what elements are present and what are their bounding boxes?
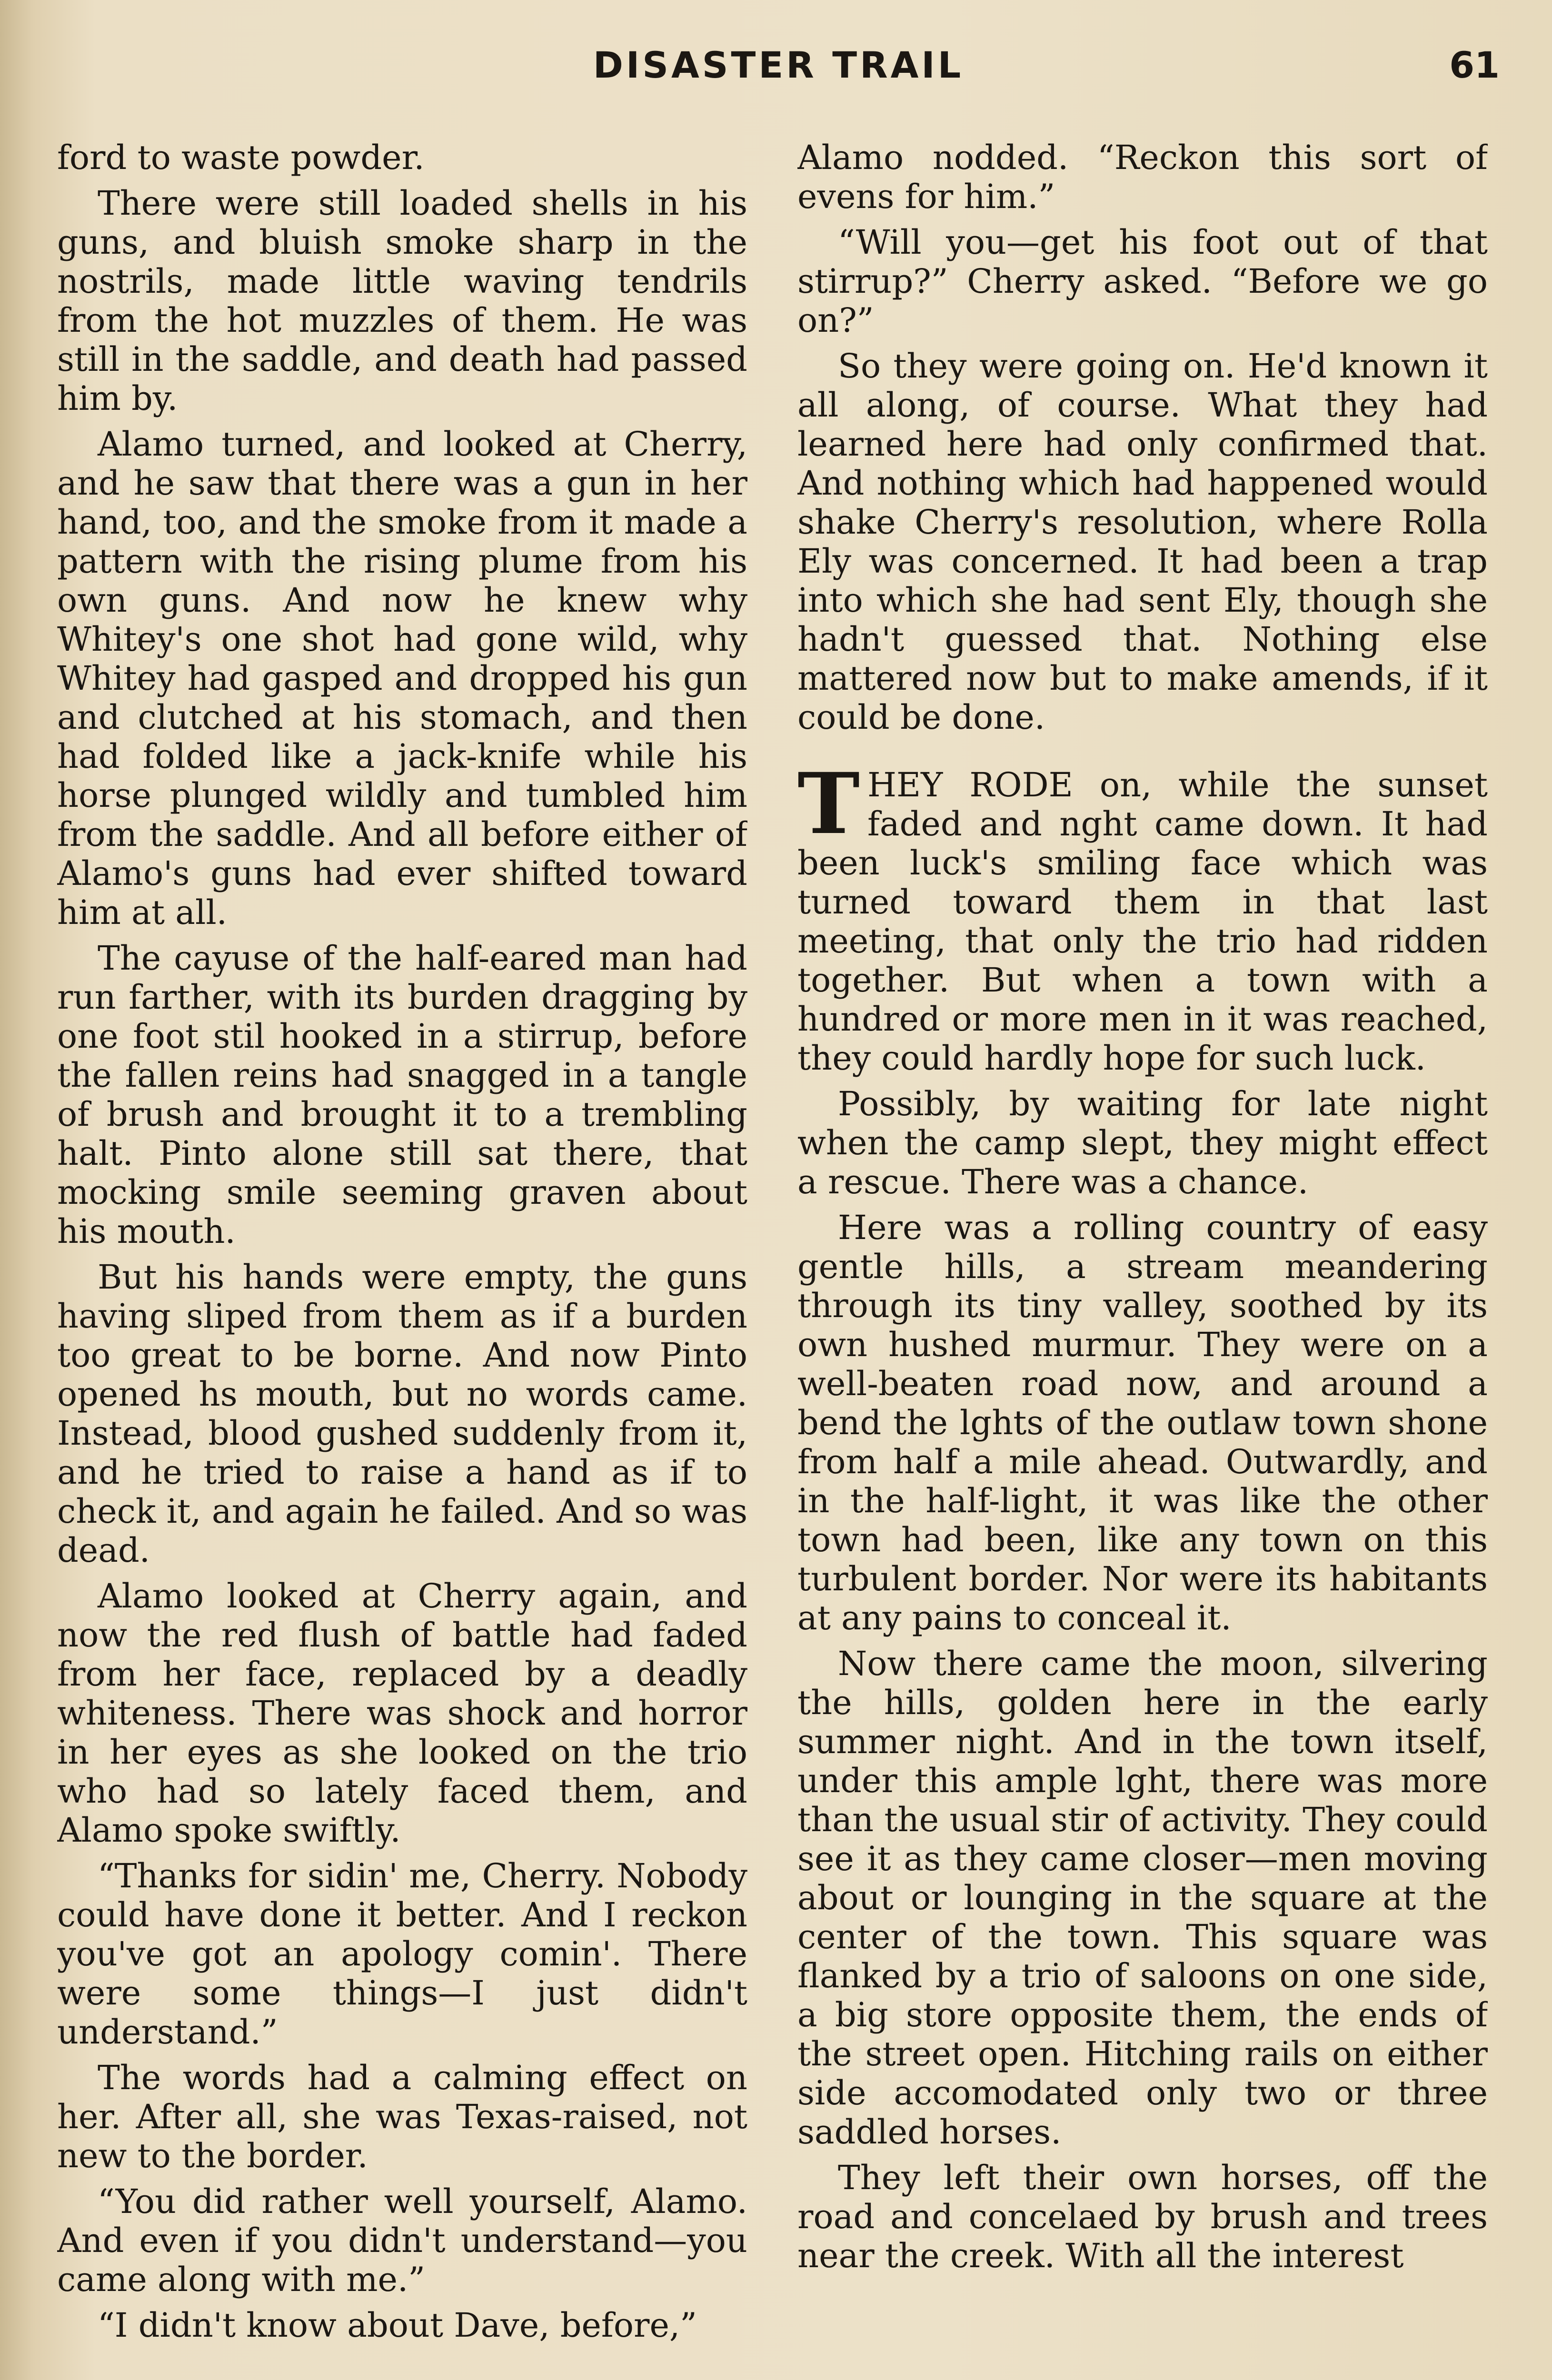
- left-column: [57, 138, 747, 2380]
- paragraph: The cayuse of the half-eared man had run farther, with its burden dragging by one foot stil hooked in a stirrup, before the fallen reins had snagged in a tangle of brush and brought it to a trembling halt. Pinto alone still sat there, that mocking smile seeming graven about his mouth.: [57, 939, 747, 1251]
- paragraph: Alamo looked at Cherry again, and now the red flush of battle had faded from her face, replaced by a deadly whiteness. There was shock and horror in her eyes as she looked on the trio who had so lately faced them, and Alamo spoke swiftly.: [57, 1577, 747, 1850]
- right-column: [797, 138, 1488, 2380]
- paragraph: “Thanks for sidin' me, Cherry. Nobody could have done it better. And I reckon you've got an apology comin'. There were some things—I just didn't understand.”: [57, 1856, 747, 2052]
- paragraph: Possibly, by waiting for late night when the camp slept, they might effect a rescue. There was a chance.: [797, 1084, 1488, 1201]
- paragraph: There were still loaded shells in his guns, and bluish smoke sharp in the nostrils, made little waving tendrils from the hot muzzles of them. He was still in the saddle, and death had passed him by.: [57, 184, 747, 418]
- paragraph: “You did rather well yourself, Alamo. And even if you didn't understand—you came along with me.”: [57, 2182, 747, 2299]
- paragraph: “Will you—get his foot out of that stirrup?” Cherry asked. “Before we go on?”: [797, 223, 1488, 340]
- page-number: 61: [1449, 44, 1500, 86]
- section-opening-text: HEY RODE on, while the sunset faded and nght came down. It had been luck's smiling face which was turned toward them in that last meeting, that only the trio had ridden together. But when a town with a hundred or more men in it was reached, they could hardly hope for such luck.: [797, 765, 1488, 1078]
- paragraph: “I didn't know about Dave, before,”: [98, 2306, 697, 2345]
- running-title: DISASTER TRAIL: [593, 44, 964, 86]
- paragraph: ford to waste powder.: [57, 138, 425, 177]
- paragraph: But his hands were empty, the guns having sliped from them as if a burden too great to be borne. And now Pinto opened hs mouth, but no words came. Instead, blood gushed suddenly from it, and he tried to raise a hand as if to check it, and again he failed. And so was dead.: [57, 1258, 747, 1570]
- paragraph: So they were going on. He'd known it all along, of course. What they had learned here had only confirmed that. And nothing which had happened would shake Cherry's resolution, where Rolla Ely was concerned. It had been a trap into which she had sent Ely, though she hadn't guessed that. Nothing else mattered now but to make amends, if it could be done.: [797, 347, 1488, 737]
- page-header: [57, 44, 1500, 96]
- paragraph: Now there came the moon, silvering the hills, golden here in the early summer night. And in the town itself, under this ample lght, there was more than the usual stir of activity. They could see it as they came closer—men moving about or lounging in the square at the center of the town. This square was flanked by a trio of saloons on one side, a big store opposite them, the ends of the street open. Hitching rails on either side accomodated only two or three saddled horses.: [797, 1644, 1488, 2152]
- paragraph: Alamo nodded. “Reckon this sort of evens for him.”: [797, 138, 1488, 216]
- paragraph: The words had a calming effect on her. After all, she was Texas-raised, not new to the border.: [57, 2058, 747, 2175]
- paragraph: Here was a rolling country of easy gentle hills, a stream meandering through its tiny valley, soothed by its own hushed murmur. They were on a well-beaten road now, and around a bend the lghts of the outlaw town shone from half a mile ahead. Outwardly, and in the half-light, it was like the other town had been, like any town on this turbulent border. Nor were its habitants at any pains to conceal it.: [797, 1208, 1488, 1637]
- section-opening-paragraph: [797, 754, 1488, 1078]
- paragraph: They left their own horses, off the road and concelaed by brush and trees near the creek. With all the interest: [797, 2158, 1488, 2275]
- paragraph: Alamo turned, and looked at Cherry, and he saw that there was a gun in her hand, too, and the smoke from it made a pattern with the rising plume from his own guns. And now he knew why Whitey's one shot had gone wild, why Whitey had gasped and dropped his gun and clutched at his stomach, and then had folded like a jack-knife while his horse plunged wildly and tumbled him from the saddle. And all before either of Alamo's guns had ever shifted toward him at all.: [57, 425, 747, 932]
- drop-cap: T: [797, 754, 860, 853]
